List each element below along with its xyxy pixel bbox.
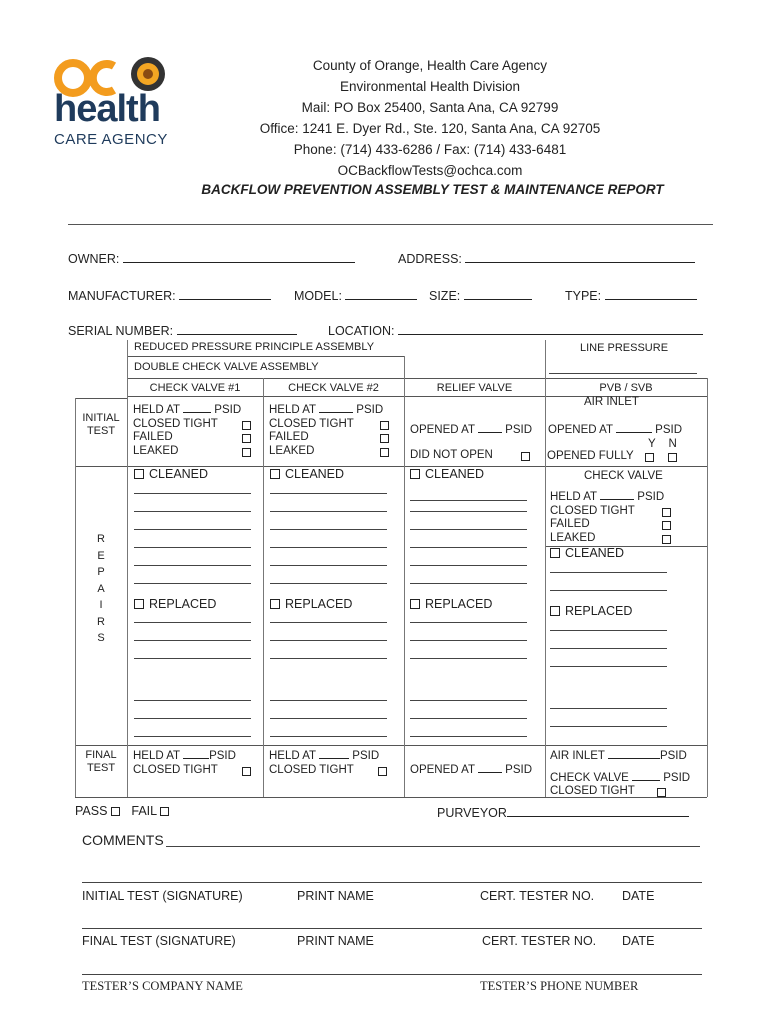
col-pvb-svb: PVB / SVB	[599, 382, 653, 394]
tester-phone-label: TESTER’S PHONE NUMBER	[480, 979, 639, 993]
held-at-line[interactable]	[183, 402, 211, 413]
type-field[interactable]	[565, 287, 697, 303]
table-rule	[75, 398, 127, 399]
repairs-letter: P	[97, 566, 105, 578]
held-at-label: HELD AT	[269, 404, 316, 416]
cv1-initial-test	[133, 402, 261, 458]
closed-tight-checkbox[interactable]	[242, 421, 251, 430]
comments-label: COMMENTS	[82, 832, 164, 848]
repair-line[interactable]	[270, 658, 387, 659]
oc-health-logo	[52, 52, 172, 152]
leaked-label: LEAKED	[550, 531, 596, 544]
repair-line[interactable]	[410, 700, 527, 701]
cv1-final-held-at[interactable]	[133, 748, 253, 764]
check-valve-label: CHECK VALVE	[550, 771, 629, 784]
repair-line[interactable]	[410, 736, 527, 737]
air-inlet-label: AIR INLET	[550, 750, 605, 762]
opened-at-line[interactable]	[478, 762, 502, 773]
address-label: ADDRESS:	[398, 252, 462, 266]
closed-tight-checkbox[interactable]	[378, 767, 387, 776]
tester-company-label: TESTER’S COMPANY NAME	[82, 979, 243, 993]
col-check-valve-1: CHECK VALVE #1	[149, 382, 241, 394]
leaked-label: LEAKED	[133, 444, 179, 457]
initial-test-label: INITIAL TEST	[82, 412, 120, 437]
cleaned-checkbox[interactable]	[410, 469, 420, 479]
repair-line[interactable]	[270, 718, 387, 719]
repair-line[interactable]	[410, 565, 527, 566]
repair-line[interactable]	[270, 622, 387, 623]
fail-label: FAIL	[131, 804, 157, 818]
repair-line[interactable]	[410, 583, 527, 584]
repairs-letter: R	[97, 533, 105, 545]
report-title: BACKFLOW PREVENTION ASSEMBLY TEST & MAINTENANCE REPORT	[201, 182, 664, 197]
model-label: MODEL:	[294, 289, 342, 303]
psid-label: PSID	[356, 404, 384, 416]
final-signature-label: FINAL TEST (SIGNATURE)	[82, 934, 236, 948]
failed-label: FAILED	[133, 431, 173, 443]
held-at-line[interactable]	[319, 402, 353, 413]
replaced-checkbox[interactable]	[270, 599, 280, 609]
opened-fully-no-checkbox[interactable]	[668, 453, 677, 462]
type-line[interactable]	[605, 287, 697, 300]
cv2-initial-test	[269, 402, 397, 458]
cv2-cleaned[interactable]	[270, 467, 344, 481]
repair-line[interactable]	[550, 590, 667, 591]
opened-at-label: OPENED AT	[548, 424, 613, 436]
purveyor-label: PURVEYOR	[437, 806, 507, 820]
held-at-line[interactable]	[600, 489, 634, 500]
yes-label: Y	[648, 438, 656, 450]
psid-label: PSID	[663, 771, 691, 784]
manufacturer-line[interactable]	[179, 287, 271, 300]
cv2-held-at[interactable]	[269, 402, 397, 418]
initial-signature-label: INITIAL TEST (SIGNATURE)	[82, 889, 243, 903]
table-rule	[75, 745, 707, 746]
closed-tight-label: CLOSED TIGHT	[550, 785, 635, 797]
location-line[interactable]	[398, 322, 703, 335]
cv1-cleaned[interactable]	[134, 467, 208, 481]
repairs-letter: R	[97, 615, 105, 628]
address-line[interactable]	[465, 250, 695, 263]
air-inlet-line[interactable]	[608, 748, 660, 759]
psid-label: PSID	[505, 424, 533, 436]
repair-line[interactable]	[270, 529, 387, 530]
failed-label: FAILED	[550, 518, 590, 530]
repair-line[interactable]	[134, 493, 251, 494]
closed-tight-label: CLOSED TIGHT	[269, 763, 354, 776]
size-field[interactable]	[429, 287, 532, 303]
pvb-replaced[interactable]	[550, 604, 632, 618]
repair-line[interactable]	[134, 529, 251, 530]
repair-line[interactable]	[410, 718, 527, 719]
no-label: N	[668, 438, 677, 450]
print-name-label: PRINT NAME	[297, 934, 374, 948]
closed-tight-checkbox[interactable]	[657, 788, 666, 797]
cv2-final-held-at[interactable]	[269, 748, 389, 764]
manufacturer-label: MANUFACTURER:	[68, 289, 176, 303]
repair-line[interactable]	[134, 718, 251, 719]
relief-cleaned[interactable]	[410, 467, 484, 481]
repair-line[interactable]	[134, 511, 251, 512]
leaked-checkbox[interactable]	[662, 535, 671, 544]
psid-label: PSID	[655, 424, 683, 436]
closed-tight-label: CLOSED TIGHT	[133, 417, 218, 430]
repair-line[interactable]	[410, 658, 527, 659]
pvb-check-valve-label: CHECK VALVE	[584, 470, 663, 482]
relief-replaced[interactable]	[410, 597, 492, 611]
cleaned-label: CLEANED	[285, 467, 345, 481]
cleaned-label: CLEANED	[565, 546, 625, 560]
repair-line[interactable]	[550, 630, 667, 631]
repair-line[interactable]	[270, 736, 387, 737]
repair-line[interactable]	[134, 700, 251, 701]
table-rule	[127, 340, 128, 797]
held-at-line[interactable]	[183, 748, 209, 759]
repair-line[interactable]	[410, 622, 527, 623]
line-pressure-label: LINE PRESSURE	[580, 342, 669, 354]
repair-line[interactable]	[134, 640, 251, 641]
held-at-label: HELD AT	[133, 404, 180, 416]
closed-tight-checkbox[interactable]	[380, 421, 389, 430]
pvb-opened-at[interactable]	[548, 422, 682, 438]
cv1-held-at[interactable]	[133, 402, 261, 418]
leaked-label: LEAKED	[269, 444, 315, 457]
repair-line[interactable]	[550, 666, 667, 667]
cleaned-label: CLEANED	[425, 467, 485, 481]
psid-label: PSID	[505, 764, 533, 776]
cleaned-checkbox[interactable]	[134, 469, 144, 479]
cleaned-checkbox[interactable]	[270, 469, 280, 479]
print-name-label: PRINT NAME	[297, 889, 374, 903]
cv1-replaced[interactable]	[134, 597, 216, 611]
serial-field[interactable]	[68, 322, 297, 338]
opened-at-line[interactable]	[478, 422, 502, 433]
leaked-checkbox[interactable]	[242, 448, 251, 457]
yes-no-labels	[648, 438, 677, 452]
serial-line[interactable]	[177, 322, 297, 335]
owner-line[interactable]	[123, 250, 355, 263]
pass-label: PASS	[75, 804, 108, 818]
held-at-label: HELD AT	[133, 750, 180, 762]
repair-line[interactable]	[270, 700, 387, 701]
cv2-replaced[interactable]	[270, 597, 352, 611]
location-label: LOCATION:	[328, 324, 395, 338]
owner-field[interactable]	[68, 250, 355, 266]
replaced-checkbox[interactable]	[550, 606, 560, 616]
table-rule	[127, 378, 707, 379]
agency-line: Office: 1241 E. Dyer Rd., Ste. 120, Santa Ana, CA 92705	[259, 121, 601, 136]
opened-at-line[interactable]	[616, 422, 652, 433]
relief-opened-at[interactable]	[410, 422, 532, 438]
table-rule	[404, 356, 405, 797]
fail-checkbox[interactable]	[160, 807, 169, 816]
held-at-label: HELD AT	[269, 750, 316, 762]
relief-final-opened-at[interactable]	[410, 762, 532, 778]
repair-line[interactable]	[270, 493, 387, 494]
repair-line[interactable]	[550, 708, 667, 709]
check-valve-line[interactable]	[632, 770, 660, 781]
failed-checkbox[interactable]	[380, 434, 389, 443]
pvb-check-valve-test	[550, 489, 675, 545]
final-test-label: FINAL TEST	[85, 749, 117, 774]
pass-checkbox[interactable]	[111, 807, 120, 816]
col-relief-valve: RELIEF VALVE	[436, 382, 513, 394]
psid-label: PSID	[637, 491, 665, 503]
serial-label: SERIAL NUMBER:	[68, 324, 174, 338]
comments-line[interactable]	[166, 846, 700, 847]
agency-line: Phone: (714) 433-6286 / Fax: (714) 433-6481	[293, 142, 567, 157]
agency-line: County of Orange, Health Care Agency	[312, 58, 548, 73]
comments-line[interactable]	[82, 882, 702, 883]
held-at-line[interactable]	[319, 748, 349, 759]
size-line[interactable]	[464, 287, 532, 300]
repair-line[interactable]	[134, 622, 251, 623]
rp-assembly-label: REDUCED PRESSURE PRINCIPLE ASSEMBLY	[134, 341, 375, 353]
agency-line: Mail: PO Box 25400, Santa Ana, CA 92799	[301, 100, 559, 115]
repair-line[interactable]	[550, 572, 667, 573]
repairs-letter: E	[97, 549, 105, 562]
repair-line[interactable]	[270, 565, 387, 566]
pass-fail-row	[75, 804, 169, 818]
repair-line[interactable]	[134, 736, 251, 737]
model-line[interactable]	[345, 287, 417, 300]
col-check-valve-2: CHECK VALVE #2	[288, 382, 379, 394]
repair-line[interactable]	[550, 648, 667, 649]
repairs-label	[75, 531, 127, 647]
repair-line[interactable]	[410, 529, 527, 530]
failed-checkbox[interactable]	[242, 434, 251, 443]
agency-line: OCBackflowTests@ochca.com	[337, 163, 523, 178]
pvb-cleaned[interactable]	[550, 546, 624, 560]
repair-line[interactable]	[270, 511, 387, 512]
repair-line[interactable]	[410, 500, 527, 501]
leaked-checkbox[interactable]	[380, 448, 389, 457]
opened-at-label: OPENED AT	[410, 424, 475, 436]
model-field[interactable]	[294, 287, 417, 303]
repair-line[interactable]	[134, 583, 251, 584]
table-rule	[263, 378, 264, 797]
date-label: DATE	[622, 934, 655, 948]
logo-care-agency-text: CARE AGENCY	[54, 131, 168, 148]
repair-line[interactable]	[550, 726, 667, 727]
address-field[interactable]	[398, 250, 695, 266]
cv2-final-test	[269, 748, 389, 777]
replaced-checkbox[interactable]	[410, 599, 420, 609]
table-rule	[707, 378, 708, 797]
air-inlet-label: AIR INLET	[584, 396, 639, 408]
pvb-final-check-valve[interactable]	[550, 770, 700, 786]
replaced-label: REPLACED	[285, 597, 353, 611]
repair-line[interactable]	[270, 547, 387, 548]
repair-line[interactable]	[134, 658, 251, 659]
failed-label: FAILED	[269, 431, 309, 443]
replaced-checkbox[interactable]	[134, 599, 144, 609]
owner-label: OWNER:	[68, 252, 120, 266]
did-not-open-label: DID NOT OPEN	[410, 449, 493, 461]
purveyor-field[interactable]	[437, 804, 689, 820]
repair-line[interactable]	[134, 565, 251, 566]
closed-tight-label: CLOSED TIGHT	[133, 763, 218, 776]
psid-label: PSID	[209, 750, 236, 762]
pvb-held-at[interactable]	[550, 489, 675, 505]
dc-assembly-label: DOUBLE CHECK VALVE ASSEMBLY	[134, 361, 319, 373]
replaced-label: REPLACED	[149, 597, 217, 611]
repair-line[interactable]	[270, 640, 387, 641]
signature-line[interactable]	[82, 928, 702, 929]
pvb-final-air-inlet[interactable]	[550, 748, 700, 764]
cv1-final-test	[133, 748, 253, 777]
failed-checkbox[interactable]	[662, 521, 671, 530]
table-rule	[545, 340, 546, 797]
opened-at-label: OPENED AT	[410, 764, 475, 776]
repair-line[interactable]	[410, 640, 527, 641]
title-divider	[68, 224, 713, 225]
cert-tester-no-label: CERT. TESTER NO.	[480, 889, 595, 903]
cleaned-label: CLEANED	[149, 467, 209, 481]
psid-label: PSID	[352, 750, 380, 762]
repairs-letter: A	[97, 582, 105, 595]
repair-line[interactable]	[134, 547, 251, 548]
repair-line[interactable]	[270, 583, 387, 584]
manufacturer-field[interactable]	[68, 287, 271, 303]
held-at-label: HELD AT	[550, 491, 597, 503]
repair-line[interactable]	[410, 511, 527, 512]
relief-did-not-open[interactable]	[410, 449, 530, 463]
repairs-letter: I	[99, 599, 103, 611]
logo-health-text: health	[54, 88, 160, 130]
pvb-final-test	[550, 748, 700, 799]
closed-tight-label: CLOSED TIGHT	[269, 417, 354, 430]
line-pressure-line[interactable]	[549, 373, 697, 374]
psid-label: PSID	[214, 404, 242, 416]
agency-line: Environmental Health Division	[339, 79, 521, 94]
opened-fully-row	[547, 450, 634, 464]
size-label: SIZE:	[429, 289, 461, 303]
signature-line[interactable]	[82, 974, 702, 975]
location-field[interactable]	[328, 322, 703, 338]
closed-tight-checkbox[interactable]	[242, 767, 251, 776]
purveyor-line[interactable]	[507, 804, 689, 817]
did-not-open-checkbox[interactable]	[521, 452, 530, 461]
closed-tight-checkbox[interactable]	[662, 508, 671, 517]
replaced-label: REPLACED	[565, 604, 633, 618]
opened-fully-label: OPENED FULLY	[547, 450, 634, 462]
opened-fully-yes-checkbox[interactable]	[645, 453, 654, 462]
cleaned-checkbox[interactable]	[550, 548, 560, 558]
date-label: DATE	[622, 889, 655, 903]
replaced-label: REPLACED	[425, 597, 493, 611]
closed-tight-label: CLOSED TIGHT	[550, 504, 635, 517]
type-label: TYPE:	[565, 289, 602, 303]
repair-line[interactable]	[410, 547, 527, 548]
table-rule	[127, 356, 404, 357]
repairs-letter: S	[97, 632, 105, 644]
cert-tester-no-label: CERT. TESTER NO.	[482, 934, 597, 948]
psid-label: PSID	[659, 750, 687, 762]
